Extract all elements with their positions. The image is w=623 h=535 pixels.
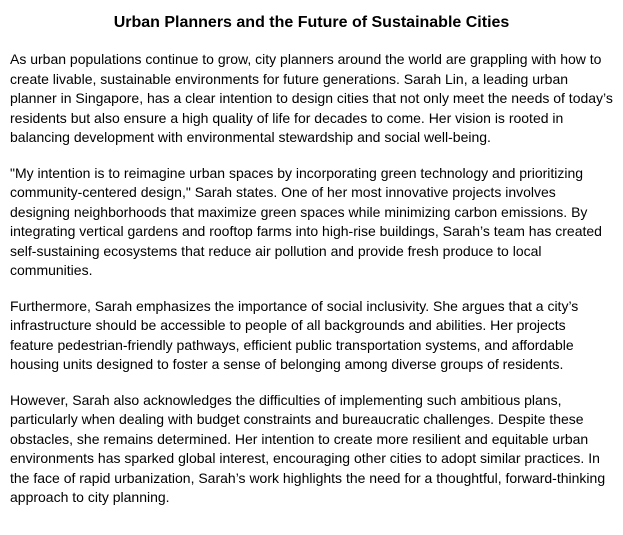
paragraph-challenges: However, Sarah also acknowledges the difficulties of implementing such ambitious plans, particularly when dealing with budget constraints and bureaucratic challenges. Despite these obstacles, she remains determined. Her intention to create more resilient and equitable urban environments has sparked global interest, encouraging other cities to adopt similar practices. In the face of rapid urbanization, Sarah’s work highlights the need for a thoughtful, forward-thinking approach to city planning. — [10, 391, 606, 505]
paragraph-quote: "My intention is to reimagine urban spaces by incorporating green technology and prioritizing community-centered design," Sarah states. One of her most innovative projects involves designing neighborhoods that maximize green spaces while minimizing carbon emissions. By integrating vertical gardens and rooftop farms into high-rise buildings, Sarah’s team has created self-sustaining ecosystems that reduce air pollution and provide fresh produce to local communities. — [10, 164, 602, 278]
paragraph-inclusivity: Furthermore, Sarah emphasizes the importance of social inclusivity. She argues that a city’s infrastructure should be accessible to people of all backgrounds and abilities. Her projects feature pedestrian-friendly pathways, efficient public transportation systems, and affordable housing units designed to foster a sense of belonging among diverse groups of residents. — [10, 297, 579, 372]
paragraph-intro: As urban populations continue to grow, city planners around the world are grappling with how to create livable, sustainable environments for future generations. Sarah Lin, a leading urban planner in Singapore, has a clear intention to design cities that not only meet the needs of today’s residents but also ensure a high quality of life for decades to come. Her vision is rooted in balancing development with environmental stewardship and social well-being. — [10, 51, 613, 145]
document-title: Urban Planners and the Future of Sustainable Cities — [113, 14, 510, 31]
